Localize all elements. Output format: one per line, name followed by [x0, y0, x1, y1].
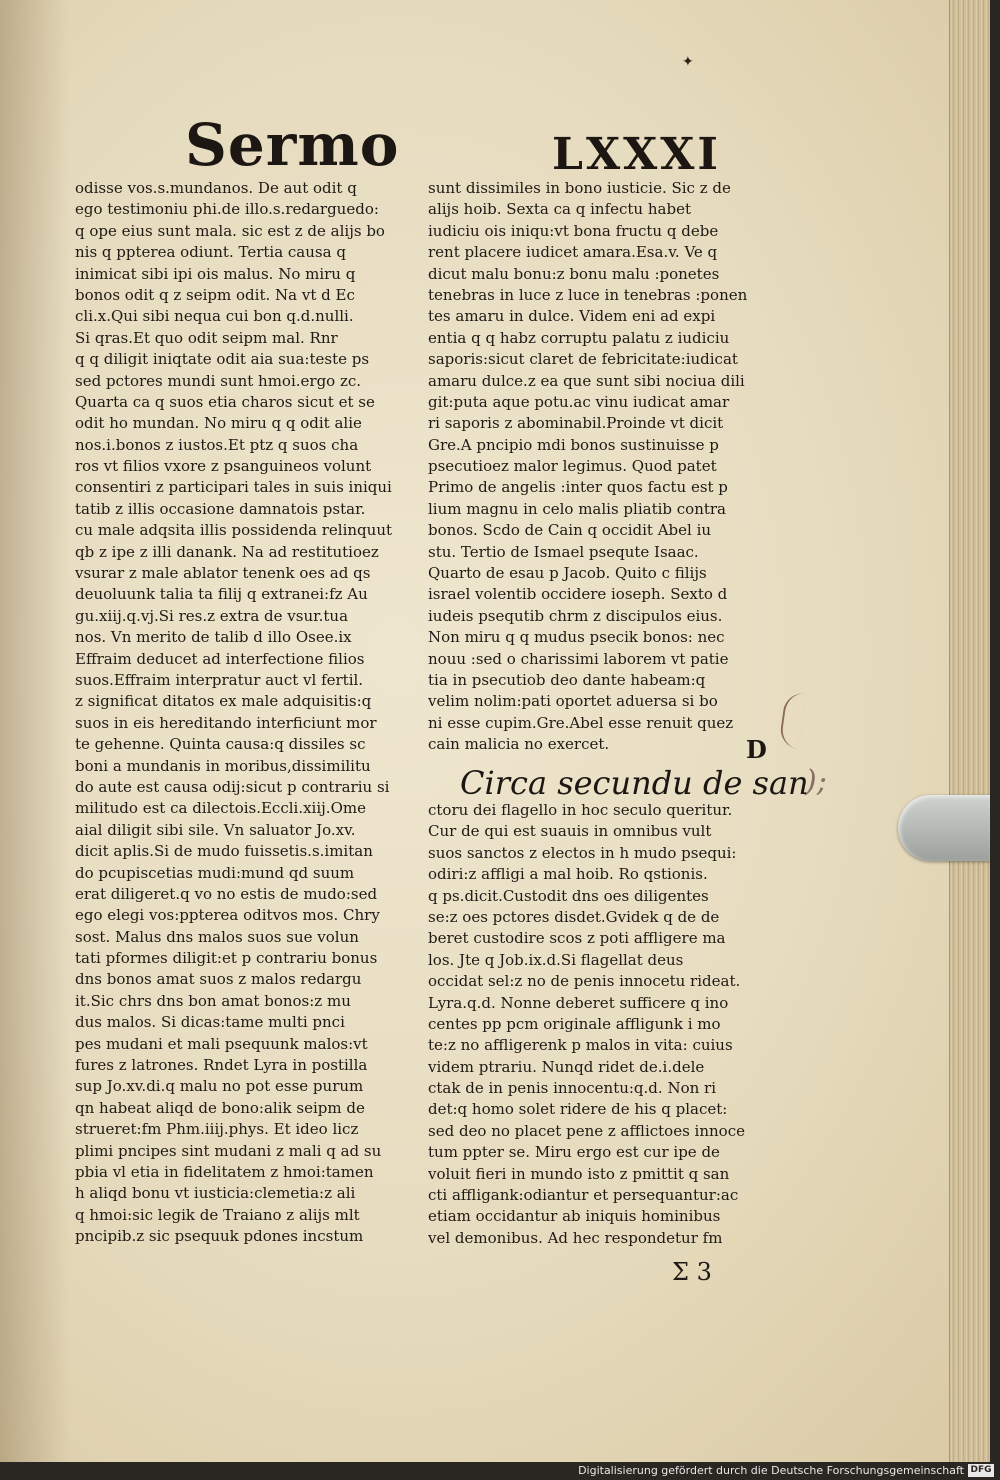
text-line: consentiri z participari tales in suis iniqui — [75, 478, 392, 497]
text-line: git:puta aque potu.ac vinu iudicat amar — [428, 392, 730, 411]
text-line: Quarta ca q suos etia charos sicut et se — [75, 392, 375, 411]
text-line: Lyra.q.d. Nonne deberet sufficere q ino — [428, 993, 729, 1012]
text-line: q hmoi:sic legik de Traiano z alijs mlt — [75, 1205, 360, 1224]
text-line: saporis:sicut claret de febricitate:iudicat — [428, 350, 738, 369]
text-line: los. Jte q Job.ix.d.Si flagellat deus — [428, 950, 684, 969]
text-line: ego elegi vos:ppterea oditvos mos. Chry — [75, 906, 380, 925]
text-line: Cur de qui est suauis in omnibus vult — [428, 822, 712, 841]
right-column-bottom — [428, 800, 773, 1249]
text-line: fures z latrones. Rndet Lyra in postilla — [75, 1056, 368, 1075]
running-title: Sermo — [185, 111, 400, 179]
text-line: sunt dissimiles in bono iusticie. Sic z de — [428, 179, 731, 197]
gutter-shadow — [0, 0, 70, 1462]
text-line: nouu :sed o charissimi laborem vt patie — [428, 649, 729, 668]
text-line: te:z no affligerenk p malos in vita: cuius — [428, 1036, 733, 1055]
text-line: do pcupiscetias mudi:mund qd suum — [75, 863, 355, 882]
text-line: entia q q habz corruptu palatu z iudiciu — [428, 328, 730, 347]
text-line: dns bonos amat suos z malos redargu — [75, 970, 362, 989]
text-line: do aute est causa odij:sicut p contrariu si — [75, 777, 390, 796]
text-line: velim nolim:pati oportet aduersa si bo — [428, 692, 718, 711]
text-line: tati pformes diligit:et p contrariu bonus — [75, 949, 378, 968]
text-line: z significat ditatos ex male adquisitis:q — [75, 692, 372, 711]
text-line: vel demonibus. Ad hec respondetur fm — [428, 1228, 723, 1247]
text-line: beret custodire scos z poti affligere ma — [428, 929, 726, 948]
text-line: te gehenne. Quinta causa:q dissiles sc — [75, 735, 366, 754]
text-line: dicut malu bonu:z bonu malu :ponetes — [428, 264, 720, 283]
page-edges — [949, 0, 990, 1462]
text-line: cli.x.Qui sibi nequa cui bon q.d.nulli. — [75, 307, 354, 326]
text-line: se:z oes pctores disdet.Gvidek q de de — [428, 907, 720, 926]
text-line: ego testimoniu phi.de illo.s.redarguedo: — [75, 200, 379, 219]
text-line: alijs hoib. Sexta ca q infectu habet — [428, 200, 691, 219]
text-line: erat diligeret.q vo no estis de mudo:sed — [75, 884, 378, 903]
initial-letter: D — [746, 735, 767, 764]
text-line: Primo de angelis :inter quos factu est p — [428, 478, 728, 497]
text-line: nos. Vn merito de talib d illo Osee.ix — [75, 628, 352, 647]
text-line: bonos odit q z seipm odit. Na vt d Ec — [75, 285, 355, 304]
text-line: sup Jo.xv.di.q malu no pot esse purum — [75, 1077, 364, 1096]
text-line: h aliqd bonu vt iusticia:clemetia:z ali — [75, 1184, 356, 1203]
section-heading: Circa secundu de san — [460, 764, 809, 802]
text-line: strueret:fm Phm.iiij.phys. Et ideo licz — [75, 1120, 359, 1139]
text-line: Gre.A pncipio mdi bonos sustinuisse p — [428, 435, 719, 454]
text-line: Quarto de esau p Jacob. Quito c filijs — [428, 564, 707, 583]
text-line: inimicat sibi ipi ois malus. No miru q — [75, 264, 356, 283]
text-line: q ope eius sunt mala. sic est z de alijs bo — [75, 221, 385, 240]
text-line: gu.xiij.q.vj.Si res.z extra de vsur.tua — [75, 606, 349, 625]
text-line: stu. Tertio de Ismael psequte Isaac. — [428, 542, 699, 561]
text-line: militudo est ca dilectois.Eccli.xiij.Ome — [75, 799, 366, 818]
text-line: qn habeat aliqd de bono:alik seipm de — [75, 1098, 365, 1117]
text-line: israel volentib occidere ioseph. Sexto d — [428, 585, 728, 604]
text-line: vsurar z male ablator tenenk oes ad qs — [75, 564, 371, 583]
text-line: cain malicia no exercet. — [428, 735, 610, 754]
text-line: ctoru dei flagello in hoc seculo queritur. — [428, 801, 733, 819]
text-line: tatib z illis occasione damnatois pstar. — [75, 499, 366, 518]
text-line: tenebras in luce z luce in tenebras :ponen — [428, 285, 748, 304]
left-column — [75, 178, 415, 1248]
text-line: deuoluunk talia ta filij q extranei:fz Au — [75, 585, 368, 604]
text-line: centes pp pcm originale affligunk i mo — [428, 1014, 721, 1033]
text-line: videm ptrariu. Nunqd ridet de.i.dele — [428, 1057, 705, 1076]
text-line: iudiciu ois iniqu:vt bona fructu q debe — [428, 221, 719, 240]
text-line: pncipib.z sic psequuk pdones incstum — [75, 1227, 364, 1246]
text-line: suos in eis hereditando interficiunt mor — [75, 713, 377, 732]
text-line: it.Sic chrs dns bon amat bonos:z mu — [75, 991, 351, 1010]
text-line: boni a mundanis in moribus,dissimilitu — [75, 756, 371, 775]
text-line: pes mudani et mali psequunk malos:vt — [75, 1034, 368, 1053]
text-line: ri saporis z abominabil.Proinde vt dicit — [428, 414, 724, 433]
text-line: rent placere iudicet amara.Esa.v. Ve q — [428, 243, 718, 262]
text-line: bonos. Scdo de Cain q occidit Abel iu — [428, 521, 712, 540]
text-line: voluit fieri in mundo isto z pmittit q san — [428, 1164, 730, 1183]
text-line: cu male adqsita illis possidenda relinquut — [75, 521, 393, 540]
text-line: psecutioez malor legimus. Quod patet — [428, 457, 717, 476]
margin-annotation — [778, 691, 806, 749]
margin-handwriting: ); — [805, 764, 827, 799]
text-line: tia in psecutiob deo dante habeam:q — [428, 670, 706, 689]
page-clip — [898, 795, 990, 861]
text-line: nos.i.bonos z iustos.Et ptz q suos cha — [75, 435, 359, 454]
ornament-mark: ✦ — [682, 54, 694, 70]
text-line: iudeis psequtib chrm z discipulos eius. — [428, 606, 723, 625]
text-line: sed pctores mundi sunt hmoi.ergo zc. — [75, 371, 362, 390]
text-line: q ps.dicit.Custodit dns oes diligentes — [428, 886, 709, 905]
text-line: cti affligank:odiantur et persequantur:ac — [428, 1186, 739, 1205]
folio-number: LXXXI — [552, 129, 721, 180]
text-line: tum ppter se. Miru ergo est cur ipe de — [428, 1143, 720, 1162]
text-line: odiri:z affligi a mal hoib. Ro qstionis. — [428, 865, 708, 884]
text-line: ctak de in penis innocentu:q.d. Non ri — [428, 1079, 716, 1098]
text-line: etiam occidantur ab iniquis hominibus — [428, 1207, 721, 1226]
text-line: qb z ipe z illi danank. Na ad restitutioez — [75, 542, 379, 561]
text-line: Non miru q q mudus psecik bonos: nec — [428, 628, 725, 647]
text-line: plimi pncipes sint mudani z mali q ad su — [75, 1141, 382, 1160]
text-line: lium magnu in celo malis pliatib contra — [428, 499, 727, 518]
text-line: dicit aplis.Si de mudo fuissetis.s.imitan — [75, 842, 373, 861]
text-line: occidat sel:z no de penis innocetu rideat. — [428, 972, 741, 991]
text-line: sost. Malus dns malos suos sue volun — [75, 927, 359, 946]
text-line: ni esse cupim.Gre.Abel esse renuit quez — [428, 713, 734, 732]
text-line: nis q ppterea odiunt. Tertia causa q — [75, 243, 346, 262]
text-line: odit ho mundan. No miru q q odit alie — [75, 414, 362, 433]
text-line: pbia vl etia in fidelitatem z hmoi:tamen — [75, 1162, 374, 1181]
text-line: Effraim deducet ad interfectione filios — [75, 649, 365, 668]
text-line: ros vt filios vxore z psanguineos volunt — [75, 457, 372, 476]
text-line: amaru dulce.z ea que sunt sibi nociua dili — [428, 371, 745, 390]
text-line: dus malos. Si dicas:tame multi pnci — [75, 1013, 345, 1032]
text-line: aial diligit sibi sile. Vn saluator Jo.xv. — [75, 820, 356, 839]
text-line: det:q homo solet ridere de his q placet: — [428, 1100, 728, 1119]
text-line: odisse vos.s.mundanos. De aut odit q — [75, 179, 357, 197]
signature-mark: Σ 3 — [672, 1258, 712, 1286]
text-line: tes amaru in dulce. Videm eni ad expi — [428, 307, 716, 326]
text-line: Si qras.Et quo odit seipm mal. Rnr — [75, 328, 338, 347]
text-line: sed deo no placet pene z afflictoes innoce — [428, 1121, 745, 1140]
footer-credit: Digitalisierung gefördert durch die Deutsche Forschungsgemeinschaft — [578, 1464, 964, 1477]
text-line: suos.Effraim interpratur auct vl fertil. — [75, 670, 364, 689]
text-line: q q diligit iniqtate odit aia sua:teste ps — [75, 350, 370, 369]
text-line: suos sanctos z electos in h mudo psequi: — [428, 843, 737, 862]
dfg-logo: DFG — [968, 1464, 994, 1477]
right-column-top — [428, 178, 773, 756]
